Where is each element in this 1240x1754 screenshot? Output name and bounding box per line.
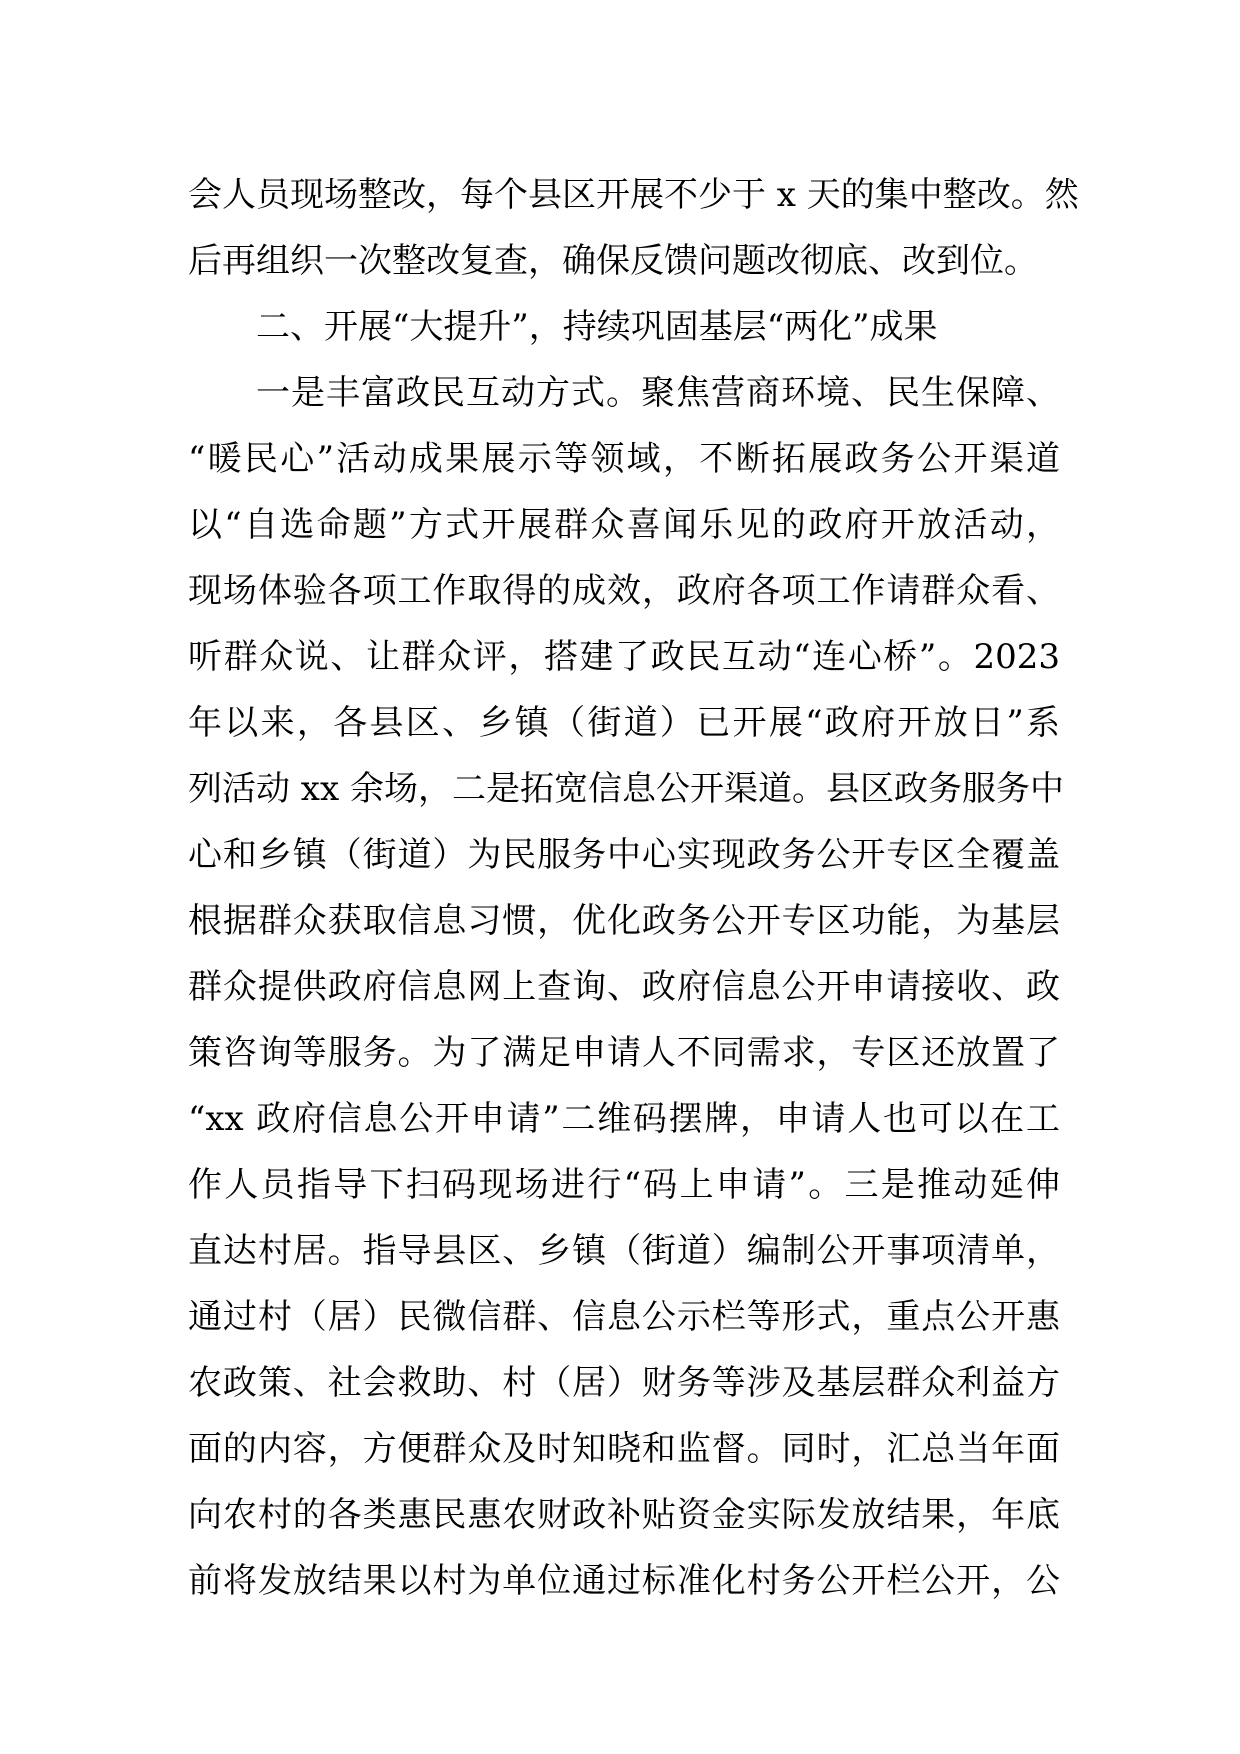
paragraph-line: 通过村（居）民微信群、信息公示栏等形式，重点公开惠 <box>188 1297 1060 1337</box>
paragraph-line: “暖民心”活动成果展示等领域，不断拓展政务公开渠道 <box>188 439 1060 479</box>
paragraph-line: “xx 政府信息公开申请”二维码摆牌，申请人也可以在工 <box>188 1099 1060 1139</box>
body-text <box>188 162 1079 1614</box>
paragraph-line: 直达村居。指导县区、乡镇（街道）编制公开事项清单， <box>188 1231 1060 1271</box>
paragraph-line: 面的内容，方便群众及时知晓和监督。同时，汇总当年面 <box>188 1429 1060 1469</box>
paragraph-line: 策咨询等服务。为了满足申请人不同需求，专区还放置了 <box>188 1033 1060 1073</box>
section-heading: 二、开展“大提升”，持续巩固基层“两化”成果 <box>256 307 938 347</box>
paragraph-line: 一是丰富政民互动方式。聚焦营商环境、民生保障、 <box>256 373 1060 413</box>
paragraph-line: 群众提供政府信息网上查询、政府信息公开申请接收、政 <box>188 967 1060 1007</box>
paragraph-line: 后再组织一次整改复查，确保反馈问题改彻底、改到位。 <box>188 241 1038 281</box>
paragraph-line: 向农村的各类惠民惠农财政补贴资金实际发放结果，年底 <box>188 1495 1060 1535</box>
paragraph-line: 现场体验各项工作取得的成效，政府各项工作请群众看、 <box>188 571 1060 611</box>
paragraph-line: 前将发放结果以村为单位通过标准化村务公开栏公开，公 <box>188 1561 1060 1601</box>
paragraph-line: 列活动 xx 余场，二是拓宽信息公开渠道。县区政务服务中 <box>188 769 1064 809</box>
paragraph-line: 作人员指导下扫码现场进行“码上申请”。三是推动延伸 <box>188 1165 1060 1205</box>
paragraph-line: 会人员现场整改，每个县区开展不少于 x 天的集中整改。然 <box>188 175 1079 215</box>
paragraph-line: 以“自选命题”方式开展群众喜闻乐见的政府开放活动， <box>188 505 1060 545</box>
paragraph-line: 年以来，各县区、乡镇（街道）已开展“政府开放日”系 <box>188 703 1060 743</box>
paragraph-line: 根据群众获取信息习惯，优化政务公开专区功能，为基层 <box>188 901 1060 941</box>
paragraph-line: 听群众说、让群众评，搭建了政民互动“连心桥”。2023 <box>188 637 1060 677</box>
paragraph-line: 农政策、社会救助、村（居）财务等涉及基层群众利益方 <box>188 1363 1060 1403</box>
paragraph-line: 心和乡镇（街道）为民服务中心实现政务公开专区全覆盖 <box>188 835 1060 875</box>
